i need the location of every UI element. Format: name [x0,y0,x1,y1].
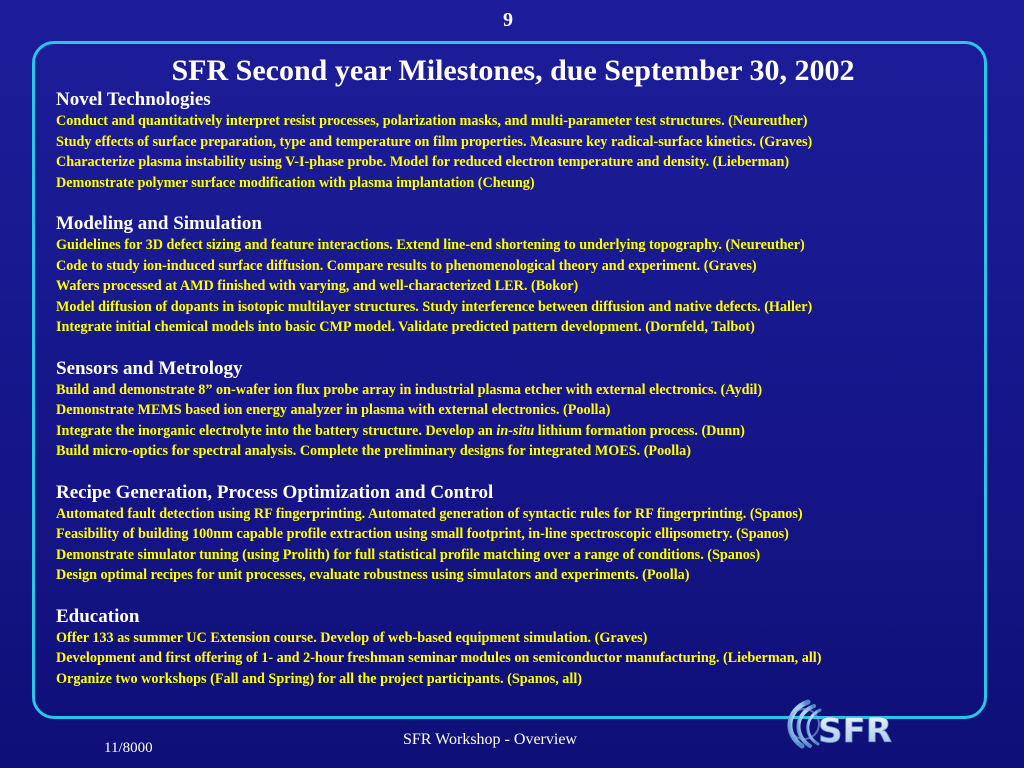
milestone-item: Demonstrate MEMS based ion energy analyzer in plasma with external electronics. (Poolla) [56,402,611,418]
sfr-logo-text: SFR [818,711,892,751]
milestone-item: Integrate initial chemical models into basic CMP model. Validate predicted pattern development. (Dornfeld, Talbot) [56,319,755,335]
section [56,606,982,690]
slide-title: SFR Second year Milestones, due September 30, 2002 [171,54,855,87]
milestone-item: Demonstrate simulator tuning (using Prolith) for full statistical profile matching over a range of conditions. (Spanos) [56,546,761,563]
slide-number: 9 [503,9,513,31]
milestone-item: Build micro-optics for spectral analysis. Complete the preliminary designs for integrated MOES. (Poolla) [56,443,691,459]
milestone-list [56,628,982,690]
milestone-list [56,235,982,338]
milestone-list [56,111,982,193]
milestone-item: Development and first offering of 1- and 2-hour freshman seminar modules on semiconductor manufacturing. (Lieberman, all) [56,650,822,666]
footer-title: SFR Workshop - Overview [403,731,577,748]
milestone-item: Study effects of surface preparation, type and temperature on film properties. Measure key radical-surface kinetics. (Graves) [56,133,813,150]
section-heading: Novel Technologies [56,89,211,110]
section [56,213,982,338]
milestone-item: Integrate the inorganic electrolyte into the battery structure. Develop an in-situ lithium formation process. (Dunn) [56,422,745,439]
milestone-item: Guidelines for 3D defect sizing and feature interactions. Extend line-end shortening to underlying topography. (Neureuther) [56,237,805,253]
section [56,358,982,462]
milestone-item: Organize two workshops (Fall and Spring) for all the project participants. (Spanos, all) [56,670,583,687]
milestone-item: Characterize plasma instability using V-I-phase probe. Model for reduced electron temperature and density. (Lieberman) [56,154,790,170]
section-heading: Sensors and Metrology [56,357,243,379]
milestone-item: Feasibility of building 100nm capable profile extraction using small footprint, in-line spectroscopic ellipsometry. (Spanos) [56,526,789,542]
milestone-list [56,504,982,586]
footer-date: 11/8000 [104,740,153,756]
section [56,482,982,586]
sfr-logo-swirl [789,702,820,746]
section-heading: Recipe Generation, Process Optimization and Control [56,481,494,503]
sfr-logo [782,694,904,756]
milestone-item: Design optimal recipes for unit processes, evaluate robustness using simulators and experiments. (Poolla) [56,567,690,583]
milestone-sections [56,89,982,689]
milestone-item: Model diffusion of dopants in isotopic multilayer structures. Study interference between diffusion and native defects. (Haller) [56,298,813,315]
milestone-item: Wafers processed at AMD finished with varying, and well-characterized LER. (Bokor) [56,278,579,294]
milestone-item: Demonstrate polymer surface modification with plasma implantation (Cheung) [56,174,535,191]
section-heading: Education [56,605,140,627]
milestone-list [56,380,982,462]
slide-content [56,52,982,689]
section [56,89,982,193]
milestone-item: Automated fault detection using RF fingerprinting. Automated generation of syntactic rules for RF fingerprinting. (Spanos) [56,505,803,522]
section-heading: Modeling and Simulation [56,213,262,234]
milestone-item: Offer 133 as summer UC Extension course. Develop of web-based equipment simulation. (Graves) [56,629,648,646]
milestone-item: Conduct and quantitatively interpret resist processes, polarization masks, and multi-parameter test structures. (Neureuther) [56,113,808,129]
milestone-item: Code to study ion-induced surface diffusion. Compare results to phenomenological theory and experiment. (Graves) [56,257,757,274]
milestone-item: Build and demonstrate 8” on-wafer ion flux probe array in industrial plasma etcher with external electronics. (Aydil) [56,381,763,398]
